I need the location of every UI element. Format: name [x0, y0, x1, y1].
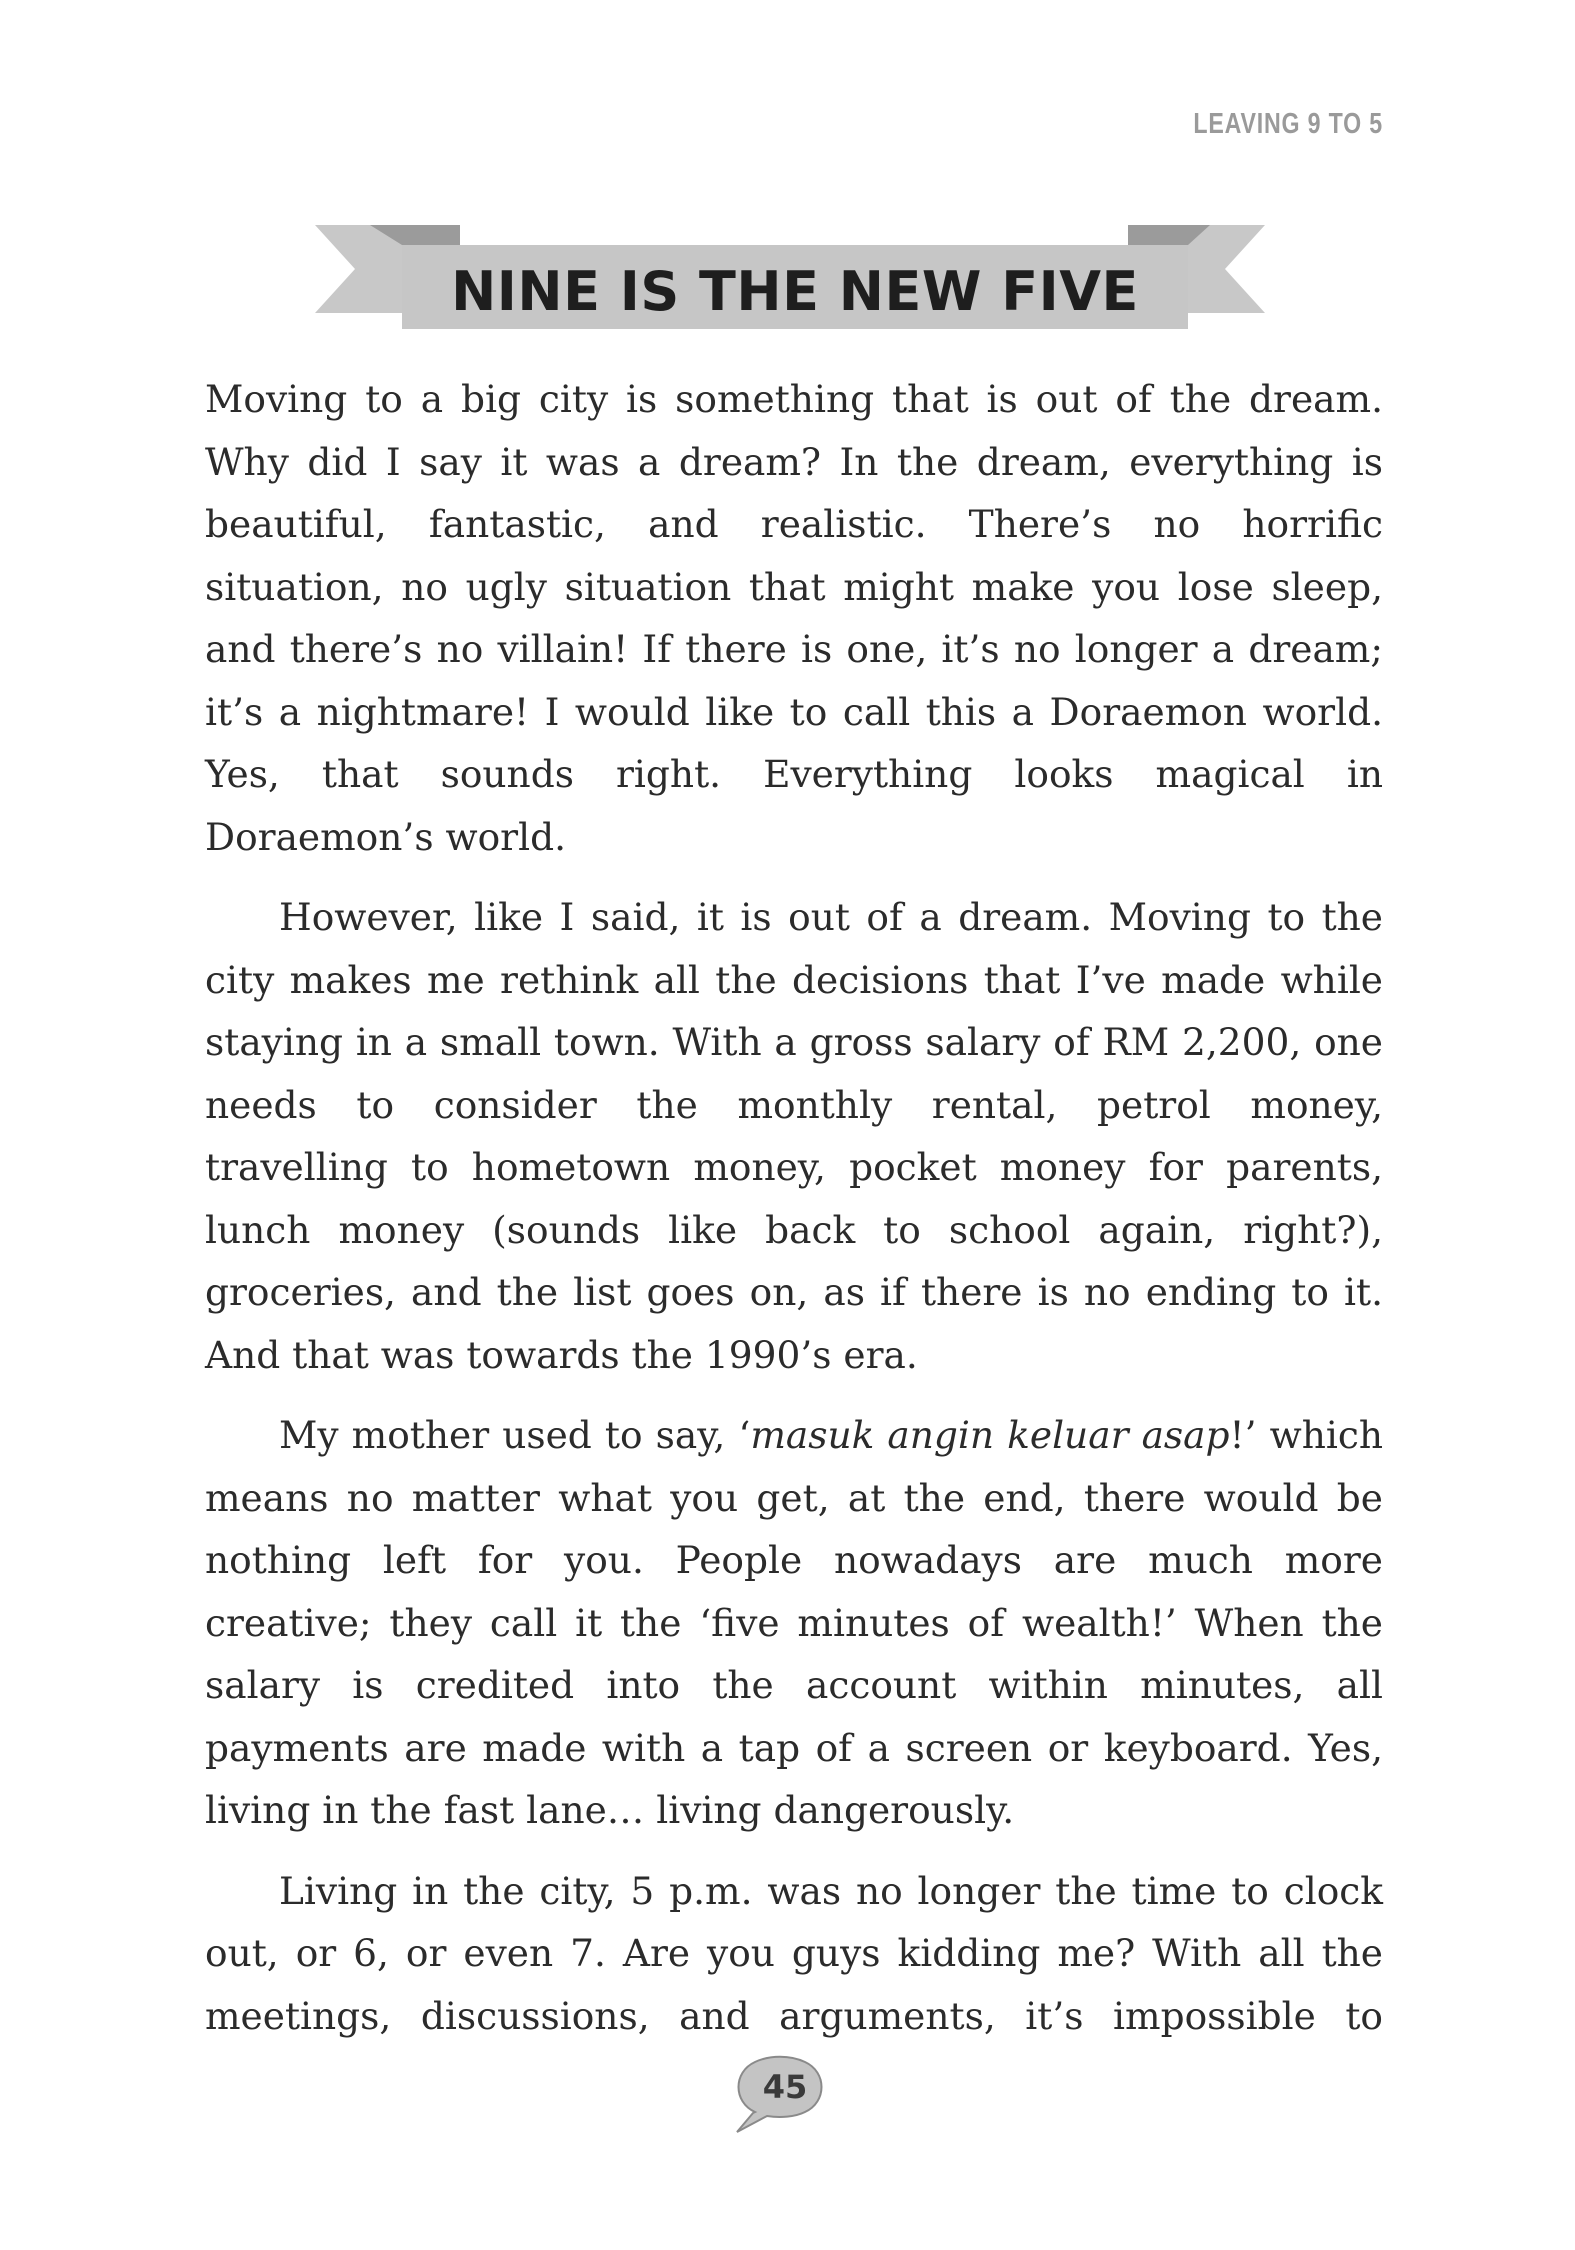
paragraph-3-start: My mother used to say, ‘ — [279, 1413, 751, 1457]
paragraph-2: However, like I said, it is out of a dream. Moving to the city makes me rethink all the decisions that I’ve made while staying in a small town. With a gross salary of RM 2,200, one needs to consider the monthly rental, petrol money, travelling to hometown money, pocket money for parents, lunch money (sounds like back to school again, right?), groceries, and the list goes on, as if there is no ending to it. And that was towards the 1990’s era. — [205, 895, 1383, 1377]
paragraph-3-rest: !’ which means no matter what you get, at the end, there would be nothing left for you. People nowadays are much more creative; they call it the ‘five minutes of wealth!’ When the salary is credited into the account within minutes, all payments are made with a tap of a screen or keyboard. Yes, living in the fast lane… living dangerously. — [205, 1413, 1384, 1832]
page-number: 45 — [762, 2068, 808, 2106]
body-text — [205, 368, 1383, 2065]
paragraph-1: Moving to a big city is something that is out of the dream. Why did I say it was a dream? In the dream, everything is beautiful, fantastic, and realistic. There’s no horrific situation, no ugly situation that might make you lose sleep, and there’s no villain! If there is one, it’s no longer a dream; it’s a nightmare! I would like to call this a Doraemon world. Yes, that sounds right. Everything looks magical in Doraemon’s world. — [205, 377, 1383, 859]
paragraph-3 — [205, 1404, 1383, 1842]
running-header: LEAVING 9 TO 5 — [1193, 108, 1383, 140]
chapter-title: NINE IS THE NEW FIVE — [451, 260, 1139, 323]
paragraph-4: Living in the city, 5 p.m. was no longer the time to clock out, or 6, or even 7. Are you guys kidding me? With all the meetings, discussions, and arguments, it’s impossible to — [205, 1868, 1383, 2038]
malay-phrase: masuk angin keluar asap — [750, 1413, 1230, 1457]
